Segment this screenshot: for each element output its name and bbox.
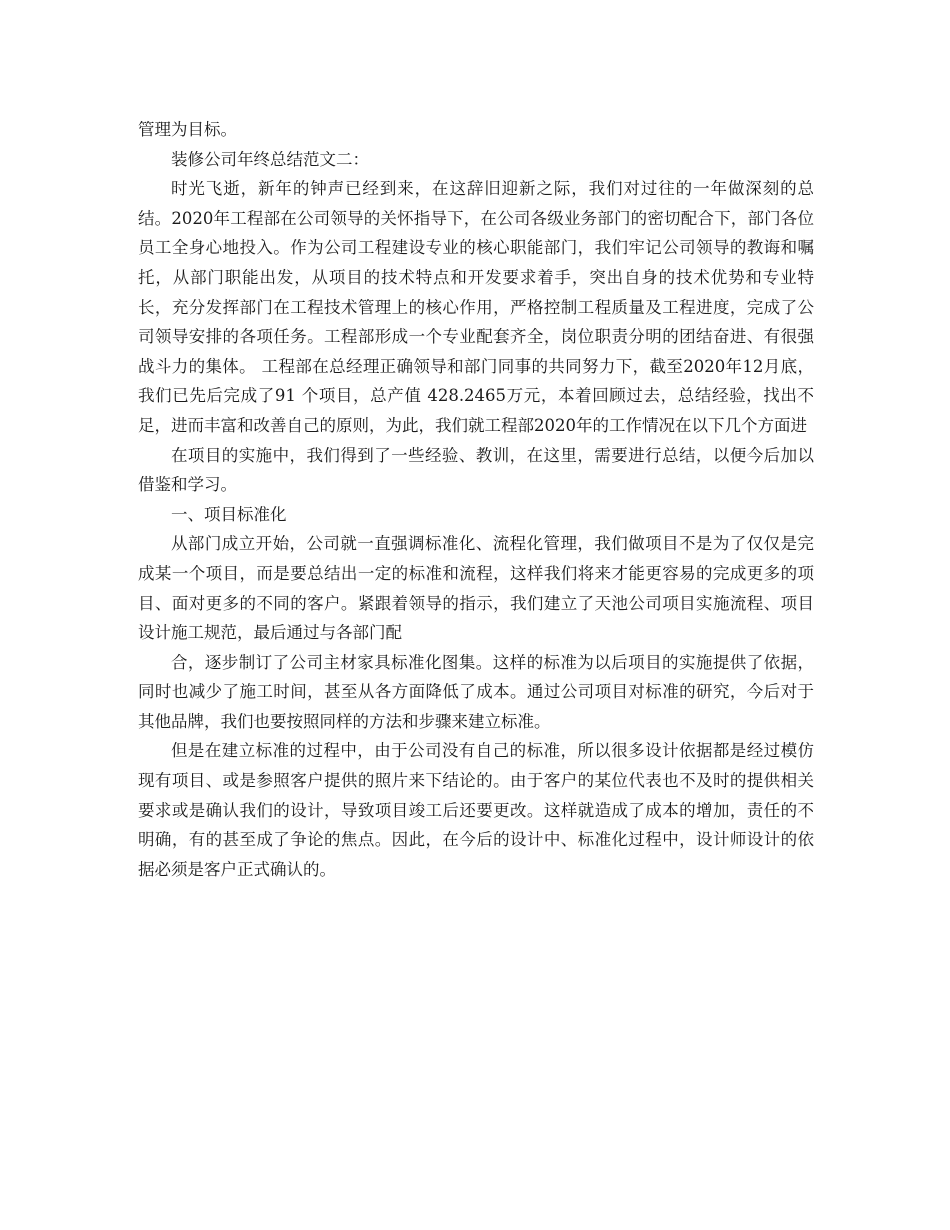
paragraph: 合，逐步制订了公司主材家具标准化图集。这样的标准为以后项目的实施提供了依据，同时也减少了施工时间，甚至从各方面降低了成本。通过公司项目对标准的研究，今后对于其他品牌，我们也要按照同样的方法和步骤来建立标准。 <box>138 652 814 731</box>
paragraph: 在项目的实施中，我们得到了一些经验、教训，在这里，需要进行总结，以便今后加以借鉴和学习。 <box>138 445 814 495</box>
section-heading: 一、项目标准化 <box>171 504 287 524</box>
paragraph: 时光飞逝，新年的钟声已经到来，在这辞旧迎新之际，我们对过往的一年做深刻的总结。2020年工程部在公司领导的关怀指导下，在公司各级业务部门的密切配合下，部门各位员工全身心地投入。作为公司工程建设专业的核心职能部门，我们牢记公司领导的教诲和嘱托，从部门职能出发，从项目的技术特点和开发要求着手，突出自身的技术优势和专业特长，充分发挥部门在工程技术管理上的核心作用，严格控制工程质量及工程进度，完成了公司领导安排的各项任务。工程部形成一个专业配套齐全，岗位职责分明的团结奋进、有很强战斗力的集体。 工程部在总经理正确领导和部门同事的共同努力下，截至2020年12月底，我们已先后完成了91 个项目，总产值 428.2465万元，本着回顾过去，总结经验，找出不足，进而丰富和改善自己的原则，为此，我们就工程部2020年的工作情况在以下几个方面进 <box>138 179 814 435</box>
document-body <box>138 115 814 884</box>
section-heading: 装修公司年终总结范文二： <box>171 149 369 169</box>
paragraph-continuation: 管理为目标。 <box>138 120 237 139</box>
paragraph: 从部门成立开始，公司就一直强调标准化、流程化管理，我们做项目不是为了仅仅是完成某一个项目，而是要总结出一定的标准和流程，这样我们将来才能更容易的完成更多的项目、面对更多的不同的客户。紧跟着领导的指示，我们建立了天池公司项目实施流程、项目设计施工规范，最后通过与各部门配 <box>138 534 814 643</box>
paragraph: 但是在建立标准的过程中，由于公司没有自己的标准，所以很多设计依据都是经过模仿现有项目、或是参照客户提供的照片来下结论的。由于客户的某位代表也不及时的提供相关要求或是确认我们的设计，导致项目竣工后还要更改。这样就造成了成本的增加，责任的不明确，有的甚至成了争论的焦点。因此，在今后的设计中、标准化过程中，设计师设计的依据必须是客户正式确认的。 <box>138 741 814 879</box>
